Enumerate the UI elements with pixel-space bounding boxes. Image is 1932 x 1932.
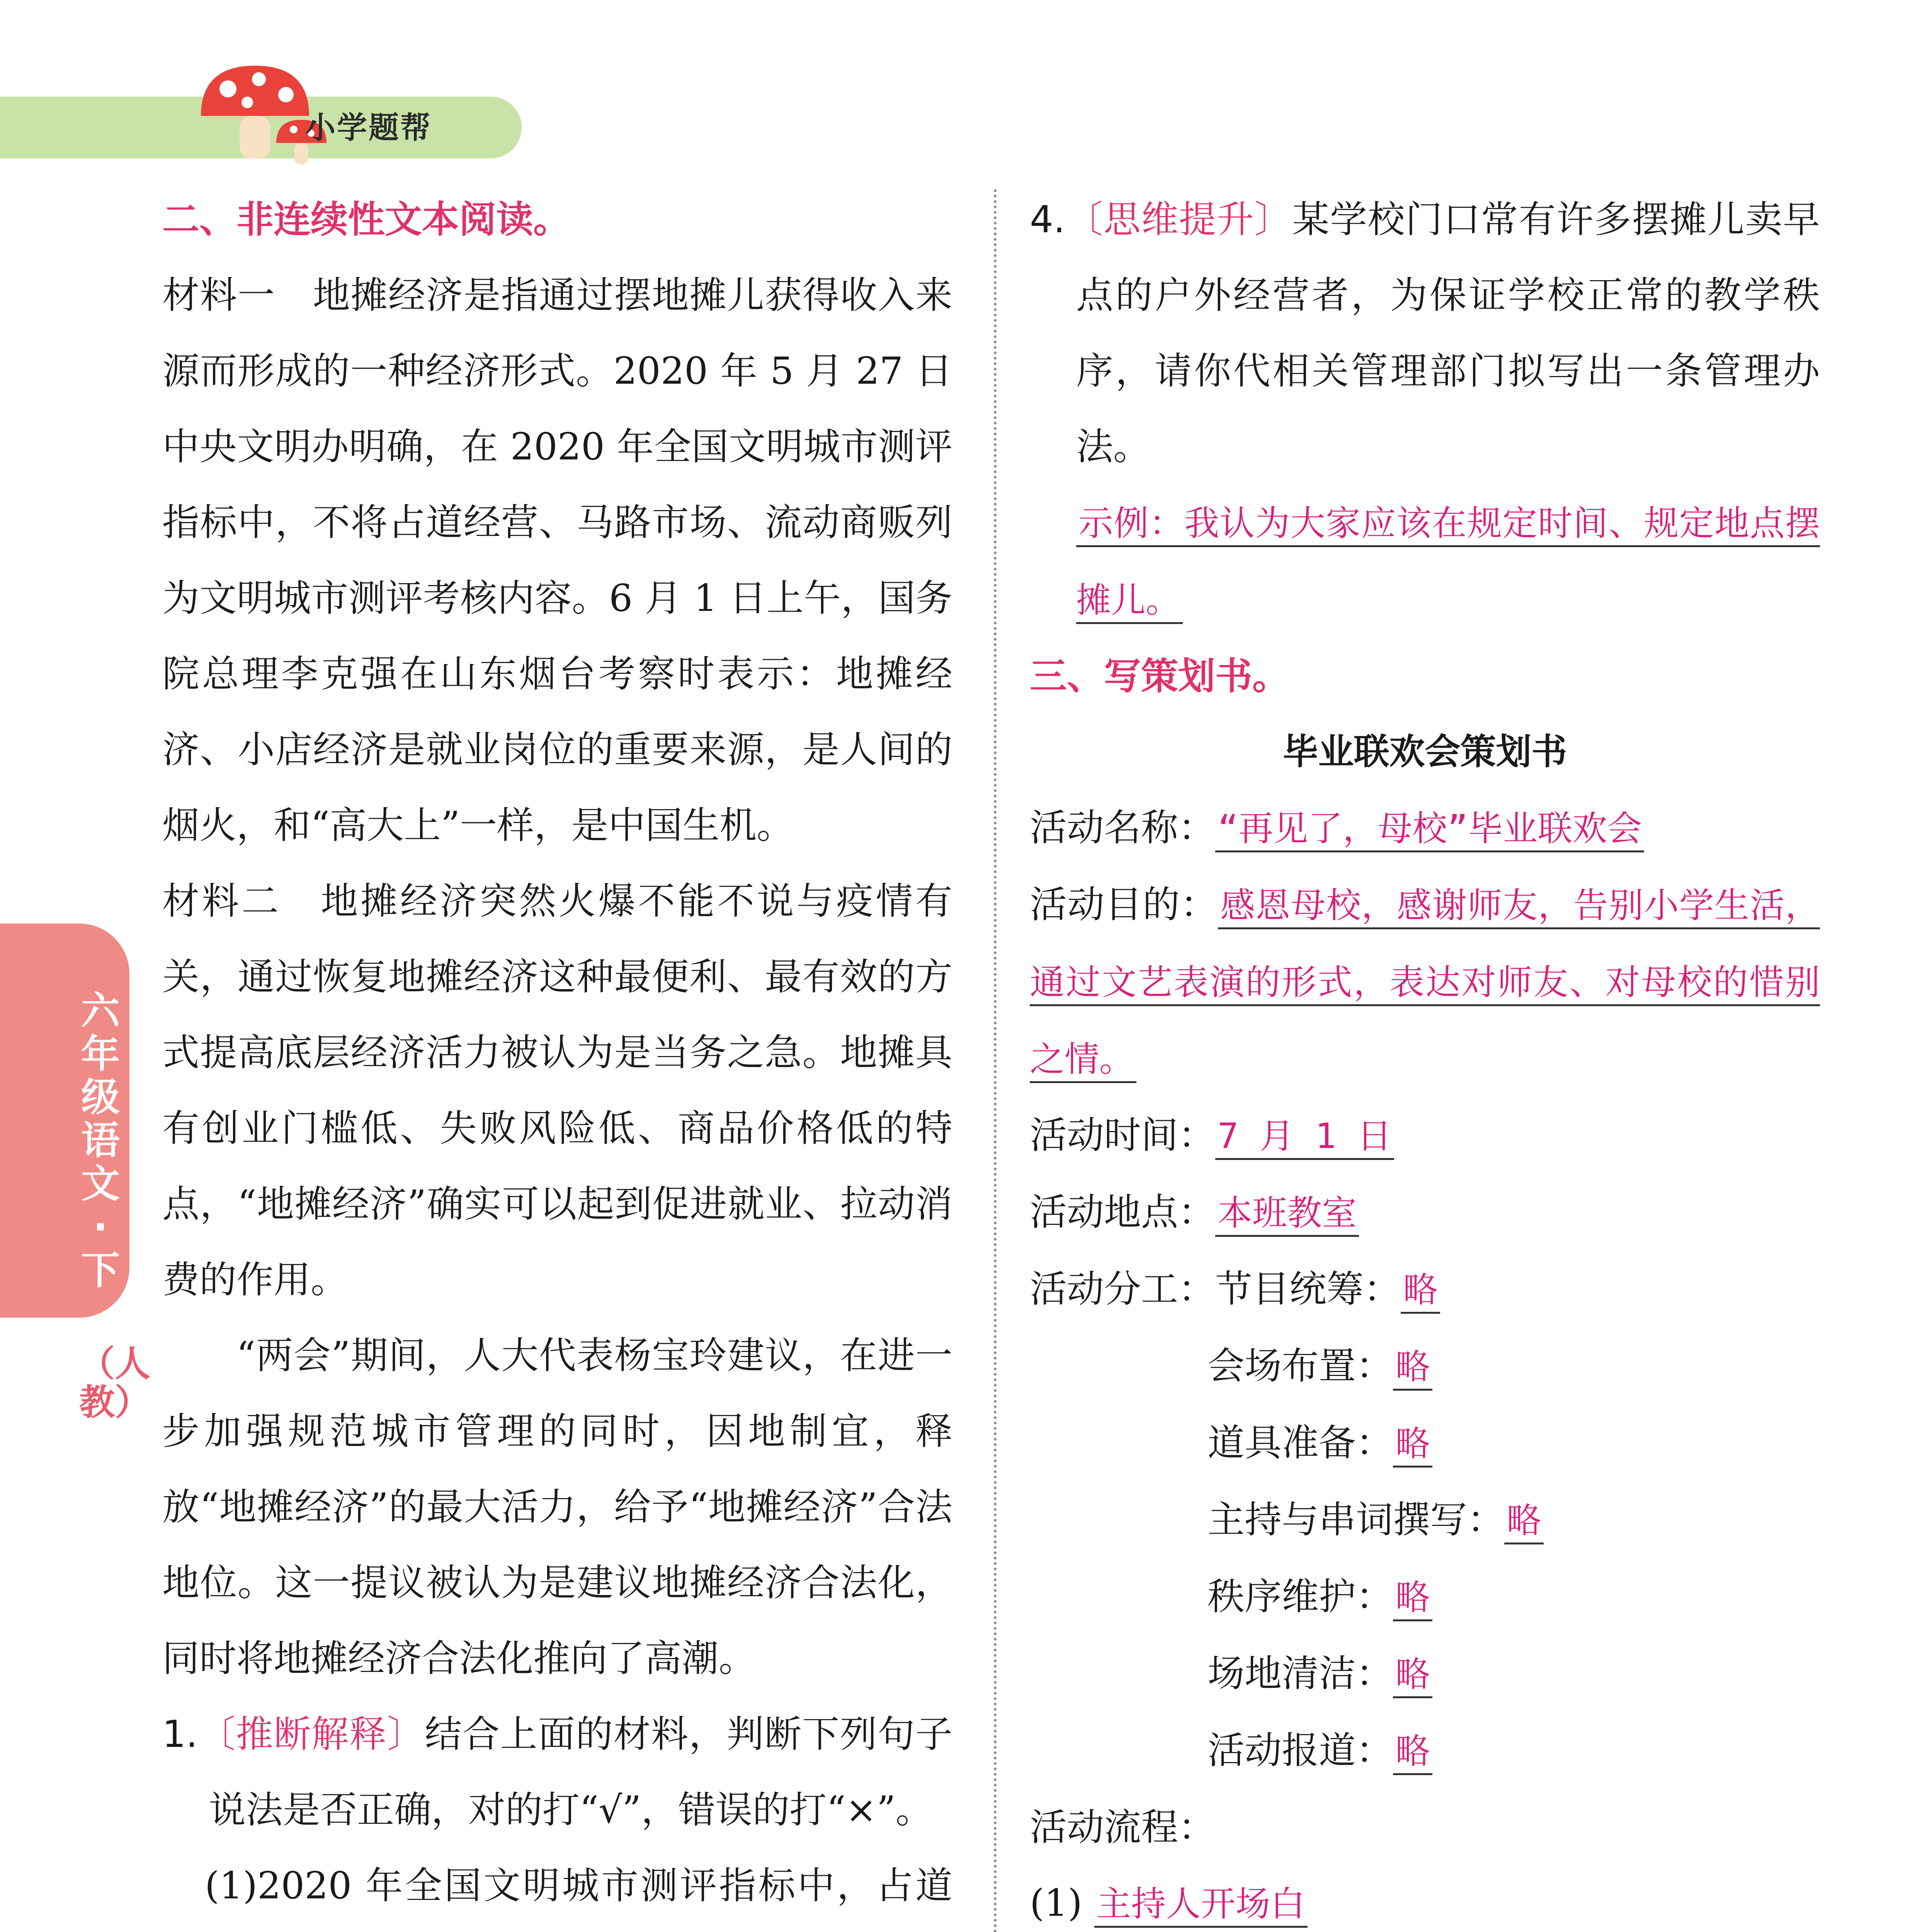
material2-p2: “两会”期间，人大代表杨宝玲建议，在进一步加强规范城市管理的同时，因地制宜，释放“地摊经济”的最大活力，给予“地摊经济”合法地位。这一提议被认为是建议地摊经济合法化，同时将地摊经济合法化推向了高潮。 (162, 1334, 952, 1680)
grade-label: 六年级语文·下 (81, 988, 120, 1293)
division-row-2: 会场布置：略 (1030, 1328, 1820, 1405)
question-1: 1.〔推断解释〕结合上面的材料，判断下列句子说法是否正确，对的打“√”，错误的打“×”。 (162, 1713, 953, 1832)
material1: 材料一 地摊经济是指通过摆地摊儿获得收入来源而形成的一种经济形式。2020 年 5 月 27 日中央文明办明确，在 2020 年全国文明城市测评指标中，不将占道经营、马路市场、流动商贩列为文明城市测评考核内容。6 月 1 日上午，国务院总理李克强在山东烟台考察时表示：地摊经济、小店经济是就业岗位的重要来源，是人间的烟火，和“高大上”一样，是中国生机。 (162, 274, 952, 847)
plan-time-row: 活动时间：7 月 1 日 (1030, 1097, 1820, 1174)
section2-title: 二、非连续性文本阅读。 (162, 198, 570, 241)
column-divider (994, 189, 997, 1932)
question-4: 4.〔思维提升〕某学校门口常有许多摆摊儿卖早点的户外经营者，为保证学校正常的教学秩序，请你代相关管理部门拟写出一条管理办法。 (1030, 198, 1820, 468)
plan-place-row: 活动地点：本班教室 (1030, 1174, 1820, 1251)
brand-title: 小学题帮 (305, 111, 432, 145)
division-row-4: 主持与串词撰写：略 (1030, 1482, 1820, 1559)
division-row-7: 活动报道：略 (1030, 1713, 1820, 1789)
division-row-3: 道具准备：略 (1030, 1405, 1820, 1482)
plan-place-value: 本班教室 (1215, 1193, 1359, 1237)
q1-tag: 〔推断解释〕 (197, 1713, 425, 1756)
plan-name-row: 活动名称：“再见了，母校”毕业联欢会 (1030, 790, 1820, 867)
q4-answer: 示例：我认为大家应该在规定时间、规定地点摆摊儿。 (1076, 485, 1820, 638)
division-row-6: 场地清洁：略 (1030, 1636, 1820, 1713)
right-column (1030, 182, 1820, 1932)
q4-text: 某学校门口常有许多摆摊儿卖早点的户外经营者，为保证学校正常的教学秩序，请你代相关管理部门拟写出一条管理办法。 (1076, 198, 1820, 468)
plan-name-value: “再见了，母校”毕业联欢会 (1215, 808, 1644, 852)
plan-title: 毕业联欢会策划书 (1282, 731, 1567, 772)
division-row-5: 秩序维护：略 (1030, 1559, 1820, 1636)
flow-item-1: (1) 主持人开场白 (1030, 1865, 1820, 1932)
plan-purpose-row: 活动目的：感恩母校，感谢师友，告别小学生活，通过文艺表演的形式，表达对师友、对母校的惜别之情。 (1030, 867, 1820, 1097)
left-column (162, 182, 952, 1932)
flow-label: 活动流程： (1030, 1806, 1215, 1849)
plan-time-value: 7 月 1 日 (1215, 1116, 1394, 1160)
q4-tag: 〔思维提升〕 (1065, 198, 1293, 241)
publisher-label: （人教） (79, 1343, 151, 1423)
section3-title: 三、写策划书。 (1030, 655, 1289, 698)
material2-p1: 材料二 地摊经济突然火爆不能不说与疫情有关，通过恢复地摊经济这种最便利、最有效的方式提高底层经济活力被认为是当务之急。地摊具有创业门槛低、失败风险低、商品价格低的特点，“地摊经济”确实可以起到促进就业、拉动消费的作用。 (162, 879, 952, 1301)
plan-purpose-value: 感恩母校，感谢师友，告别小学生活，通过文艺表演的形式，表达对师友、对母校的惜别之情。 (1030, 885, 1820, 1083)
division-row-1: 活动分工：节目统筹：略 (1030, 1251, 1820, 1328)
q1-text: 结合上面的材料，判断下列句子说法是否正确，对的打“√”，错误的打“×”。 (209, 1713, 953, 1832)
q1-item-1: (1)2020 年全国文明城市测评指标中，占道 (205, 1864, 952, 1907)
